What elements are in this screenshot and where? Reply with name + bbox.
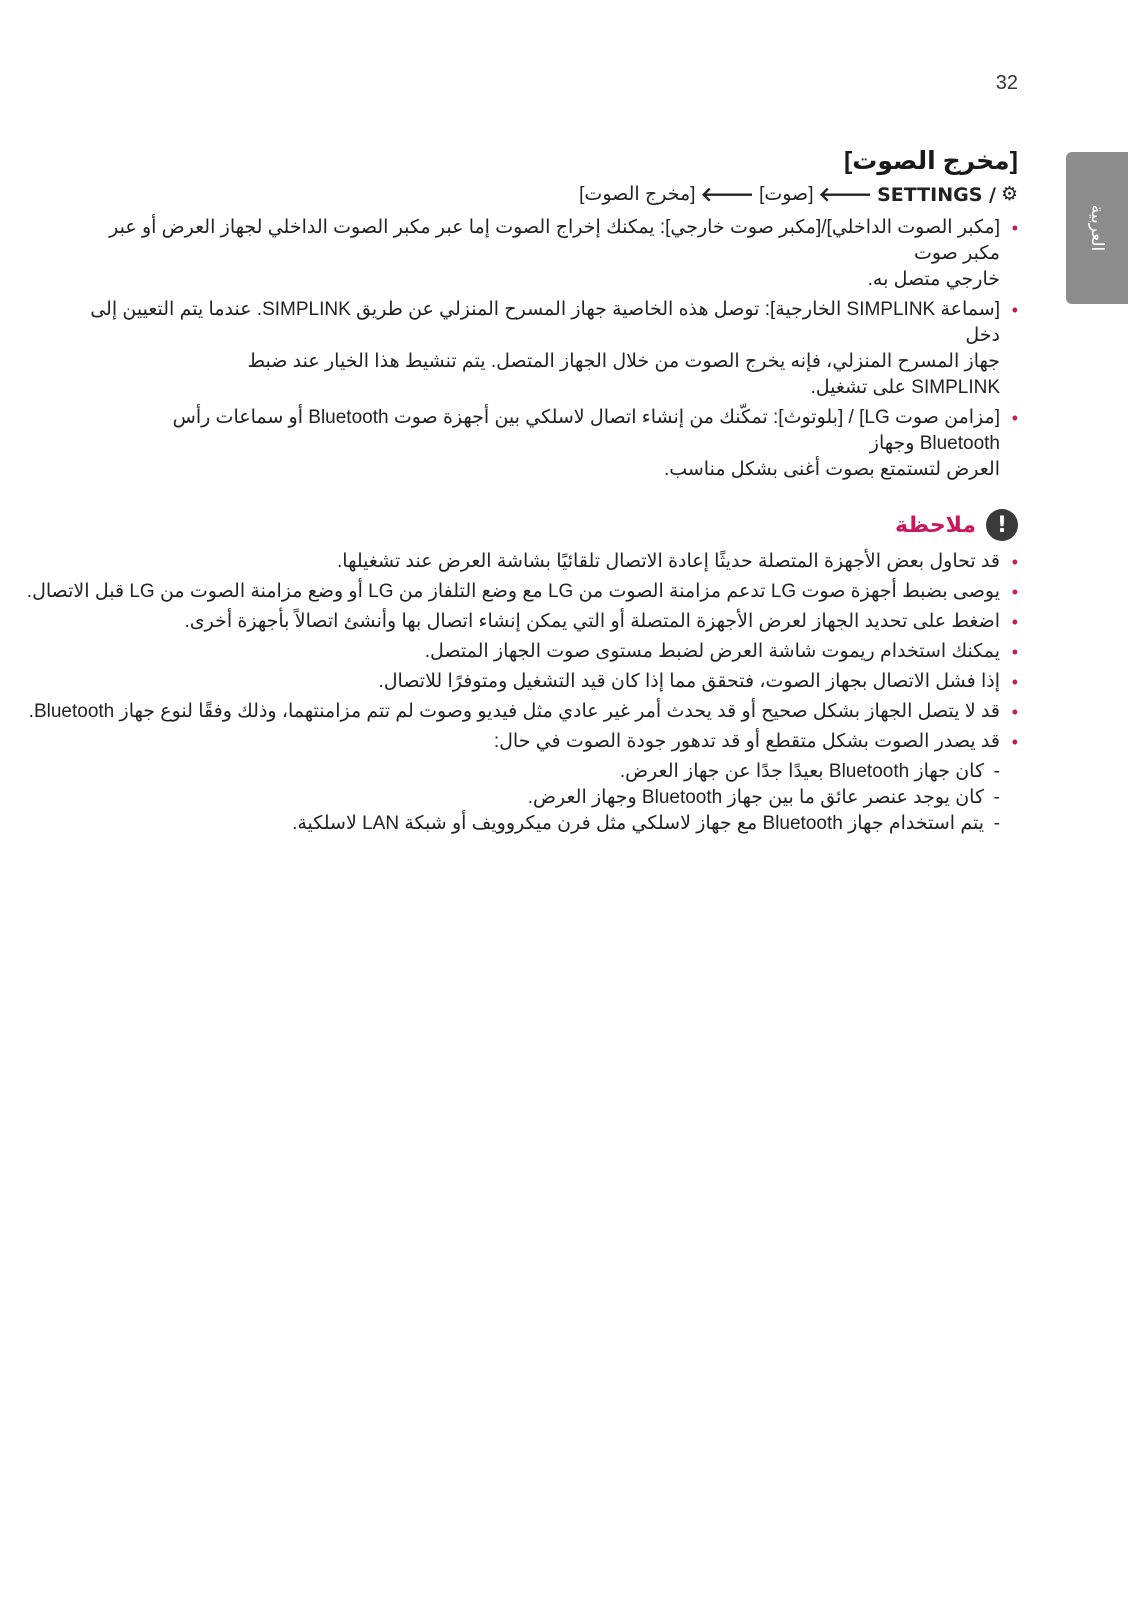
- sub-note-text: يتم استخدام جهاز Bluetooth مع جهاز لاسلكي مثل فرن ميكروويف أو شبكة LAN لاسلكية.: [292, 813, 984, 834]
- list-item: [88, 405, 1018, 483]
- language-tab[interactable]: [1066, 152, 1128, 304]
- list-item: [88, 297, 1018, 401]
- bullet-icon: •: [1011, 672, 1018, 692]
- bullet-icon: •: [1011, 582, 1018, 602]
- arrow-left-icon: 🡐: [700, 184, 755, 206]
- bullet-icon: •: [1011, 642, 1018, 662]
- dash-icon: -: [993, 761, 1000, 782]
- sub-note-item: [88, 785, 1000, 811]
- bullet-icon: •: [1011, 732, 1018, 752]
- bullet-icon: •: [1011, 552, 1018, 572]
- note-text: إذا فشل الاتصال بجهاز الصوت، فتحقق مما إذا كان قيد التشغيل ومتوفرًا للاتصال.: [378, 671, 1000, 692]
- note-text: قد تحاول بعض الأجهزة المتصلة حديثًا إعادة الاتصال تلقائيًا بشاشة العرض عند تشغيلها.: [337, 551, 1000, 572]
- note-item: [28, 699, 1018, 725]
- item-text: [مكبر الصوت الداخلي]/[مكبر صوت خارجي]: يمكنك إخراج الصوت إما عبر مكبر الصوت الداخلي لجهاز العرض أو عبر مكبر صوت: [109, 217, 1000, 264]
- note-text: قد يصدر الصوت بشكل متقطع أو قد تدهور جودة الصوت في حال:: [493, 731, 1000, 752]
- main-content: [26, 146, 1018, 837]
- note-text: اضغط على تحديد الجهاز لعرض الأجهزة المتصلة أو التي يمكن إنشاء اتصال بها وأنشئ اتصالاً بأجهزة أخرى.: [184, 611, 1000, 632]
- item-text: جهاز المسرح المنزلي، فإنه يخرج الصوت من خلال الجهاز المتصل. يتم تنشيط هذا الخيار عند ضبط: [247, 351, 1000, 372]
- note-item: [88, 639, 1018, 665]
- note-item: [26, 579, 1018, 605]
- exclamation-icon: !: [986, 509, 1018, 541]
- note-text: يمكنك استخدام ريموت شاشة العرض لضبط مستوى صوت الجهاز المتصل.: [424, 641, 1000, 662]
- option-list: [88, 215, 1018, 483]
- note-header: [88, 509, 1018, 541]
- gear-icon: ⚙: [1000, 184, 1018, 205]
- dash-icon: -: [993, 787, 1000, 808]
- dash-icon: -: [993, 813, 1000, 834]
- bullet-icon: •: [1011, 300, 1018, 320]
- item-text: خارجي متصل به.: [867, 269, 1000, 290]
- sub-note-text: كان يوجد عنصر عائق ما بين جهاز Bluetooth وجهاز العرض.: [527, 787, 984, 808]
- note-text: يوصى بضبط أجهزة صوت LG تدعم مزامنة الصوت من LG مع وضع التلفاز من LG أو وضع مزامنة الصوت من LG قبل الاتصال.: [26, 581, 1000, 602]
- bullet-icon: •: [1011, 702, 1018, 722]
- list-item: [88, 215, 1018, 293]
- bullet-icon: •: [1011, 612, 1018, 632]
- item-text: العرض لتستمتع بصوت أغنى بشكل مناسب.: [663, 459, 1000, 480]
- item-text: [مزامن صوت LG] / [بلوتوث]: تمكّنك من إنشاء اتصال لاسلكي بين أجهزة صوت Bluetooth أو سماعات رأس Bluetooth وجهاز: [172, 407, 1000, 454]
- item-text: SIMPLINK على تشغيل.: [810, 377, 1000, 398]
- section-title: [مخرج الصوت]: [843, 147, 1018, 175]
- page-number: 32: [995, 72, 1018, 94]
- bullet-icon: •: [1011, 218, 1018, 238]
- note-item: [88, 609, 1018, 635]
- breadcrumb-sound: [صوت]: [759, 184, 814, 205]
- breadcrumb-sound-out: [مخرج الصوت]: [579, 184, 696, 205]
- language-tab-label: العربية: [1088, 204, 1107, 252]
- note-item: [88, 549, 1018, 575]
- sub-note-text: كان جهاز Bluetooth بعيدًا جدًا عن جهاز العرض.: [619, 761, 984, 782]
- breadcrumb: [88, 182, 1018, 207]
- breadcrumb-settings: SETTINGS /: [877, 183, 996, 206]
- note-text: قد لا يتصل الجهاز بشكل صحيح أو قد يحدث أمر غير عادي مثل فيديو وصوت لم تتم مزامنتهما، وذلك وفقًا لنوع جهاز Bluetooth.: [28, 701, 1000, 722]
- sub-note-list: [88, 759, 1018, 837]
- note-title: ملاحظة: [895, 512, 976, 537]
- bullet-icon: •: [1011, 408, 1018, 428]
- sub-note-item: [88, 811, 1000, 837]
- note-item: [88, 729, 1018, 755]
- item-text: [سماعة SIMPLINK الخارجية]: توصل هذه الخاصية جهاز المسرح المنزلي عن طريق SIMPLINK. عندما يتم التعيين إلى دخل: [90, 299, 1000, 346]
- note-item: [88, 669, 1018, 695]
- sub-note-item: [88, 759, 1000, 785]
- arrow-left-icon: 🡐: [818, 184, 873, 206]
- note-list: [26, 549, 1018, 755]
